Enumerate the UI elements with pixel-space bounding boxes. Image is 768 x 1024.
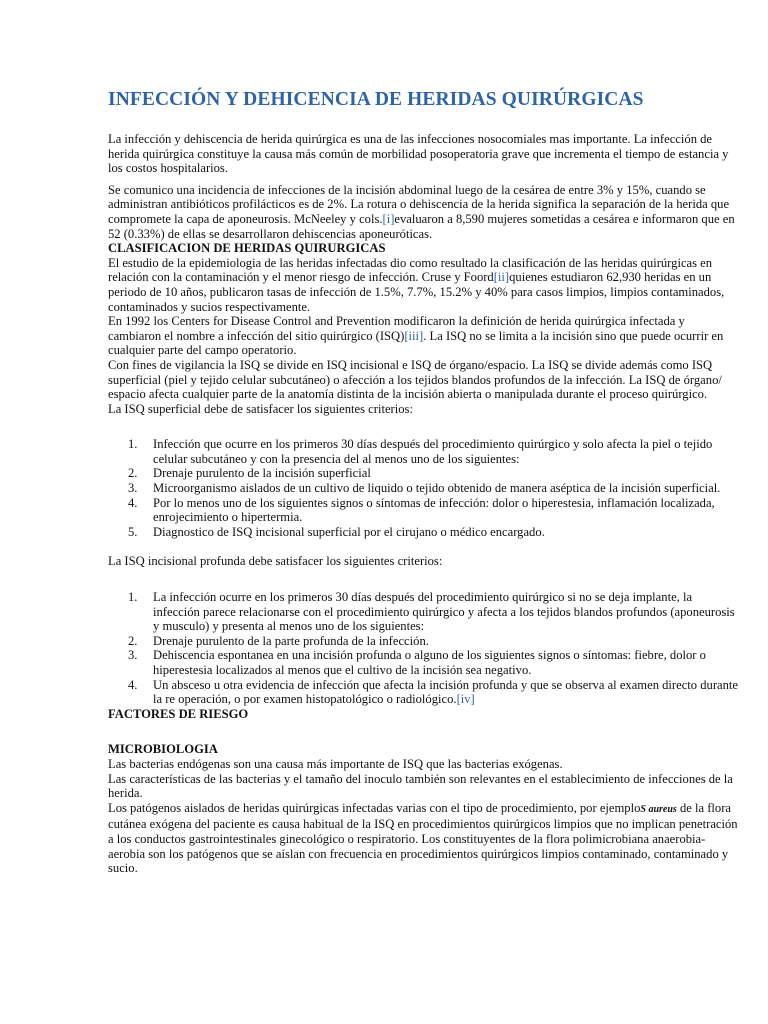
incidence-paragraph bbox=[108, 183, 738, 241]
list-item-text: La infección ocurre en los primeros 30 días después del procedimiento quirúrgico si no se deja implante, la infección parece relacionarse con el procedimiento quirúrgico y afecta a los tejidos blandos profundos (aponeurosis y musculo) y presenta al menos uno de los siguientes: bbox=[153, 590, 735, 634]
inoculum-paragraph: Las características de las bacterias y el tamaño del inoculo también son relevantes en el establecimiento de infecciones de la herida. bbox=[108, 771, 733, 801]
list-item bbox=[108, 525, 738, 540]
list-item-text: Un absceso u otra evidencia de infección que afecta la incisión profunda y que se observa al examen directo durante la re operación, o por examen histopatológico o radiológico. bbox=[153, 677, 739, 707]
list-item-text: Microorganismo aislados de un cultivo de liquido o tejido obtenido de manera aséptica de la incisión superficial. bbox=[153, 481, 721, 496]
list-item-text: Diagnostico de ISQ incisional superficial por el cirujano o médico encargado. bbox=[153, 524, 545, 539]
incidence-text-cont: evaluaron a 8,590 mujeres sometidas a cesárea e informaron que en 52 (0.33%) de ellas se desarrollaron dehiscencias aponeuróticas. bbox=[108, 211, 735, 241]
list-item bbox=[108, 678, 738, 707]
heading-clasificacion: CLASIFICACION DE HERIDAS QUIRURGICAS bbox=[108, 241, 386, 256]
list-item bbox=[108, 648, 738, 677]
list-item-text: Infección que ocurre en los primeros 30 días después del procedimiento quirúrgico y solo afecta la piel o tejido celular subcutáneo y con la presencia del al menos uno de los siguientes: bbox=[153, 437, 713, 466]
cdc-paragraph bbox=[108, 314, 738, 358]
deep-criteria-intro: La ISQ incisional profunda debe satisfacer los siguientes criterios: bbox=[108, 554, 443, 569]
list-item-text: Por lo menos uno de los siguientes signos o síntomas de infección: dolor o hiperestesia, inflamación localizada, enrojecimiento o hipertermia. bbox=[153, 495, 715, 525]
list-item bbox=[108, 634, 738, 649]
list-item bbox=[108, 466, 738, 481]
footnote-link-ii[interactable]: [ii] bbox=[493, 270, 510, 285]
list-item bbox=[108, 481, 738, 496]
epidemiology-text: El estudio de la epidemiologia de las heridas infectadas dio como resultado la clasificación de las heridas quirúrgicas en relación con la contaminación y el menor riesgo de infección. Cruse y Foord bbox=[108, 255, 713, 285]
superficial-criteria-list bbox=[108, 437, 738, 539]
list-item bbox=[108, 496, 738, 525]
vigilance-paragraph: Con fines de vigilancia la ISQ se divide en ISQ incisional e ISQ de órgano/espacio. La ISQ se divide además como ISQ superficial (piel y tejido celular subcutáneo) o afección a los tejidos blandos profundos de la infección. La ISQ de órgano/ espacio afecta cualquier parte de la anatomía distinta de la incisión abierta o manipulada durante el proceso quirúrgico. bbox=[108, 357, 722, 402]
pathogens-paragraph bbox=[108, 801, 738, 876]
list-item-text: Dehiscencia espontanea en una incisión profunda o alguno de los siguientes signos o síntomas: fiebre, dolor o hiperestesia localizados al menos que el cultivo de la incisión sea negativo. bbox=[153, 648, 706, 677]
epidemiology-paragraph bbox=[108, 256, 738, 314]
heading-factores: FACTORES DE RIESGO bbox=[108, 706, 249, 721]
list-number: 2. bbox=[128, 633, 138, 648]
superficial-criteria-intro: La ISQ superficial debe de satisfacer los siguientes criterios: bbox=[108, 401, 413, 416]
deep-criteria-list bbox=[108, 590, 738, 707]
list-item bbox=[108, 437, 738, 466]
cdc-text-cont: . La ISQ no se limita a la incisión sino que puede ocurrir en cualquier parte del campo operatorio. bbox=[108, 328, 724, 358]
list-number: 2. bbox=[128, 466, 138, 481]
intro-paragraph: La infección y dehiscencia de herida quirúrgica es una de las infecciones nosocomiales mas importante. La infección de herida quirúrgica constituye la causa más común de morbilidad posoperatoria grave que incrementa el tiempo de estancia y los costos hospitalarios. bbox=[108, 132, 729, 176]
pathogens-text-cont: de la flora cutánea exógena del paciente es causa habitual de la ISQ en procedimientos quirúrgicos limpios que no implican penetración a los conductos gastrointestinales ginecológico o respiratorio. Los constituyentes de la flora polimicrobiana anaerobia-aerobia son los patógenos que se aíslan con frecuencia en procedimientos quirúrgicos limpios contaminado, contaminado y sucio. bbox=[108, 800, 738, 876]
epidemiology-text-cont: quienes estudiaron 62,930 heridas en un periodo de 10 años, publicaron tasas de infección de 1.5%, 7.7%, 15.2% y 40% para casos limpios, limpios contaminados, contaminados y sucios respectivamente. bbox=[108, 270, 725, 314]
cdc-text: En 1992 los Centers for Disease Control and Prevention modificaron la definición de herida quirúrgica infectada y cambiaron el nombre a infección del sitio quirúrgico (ISQ) bbox=[108, 314, 685, 343]
footnote-link-iv[interactable]: [iv] bbox=[456, 692, 475, 707]
list-item bbox=[108, 590, 738, 634]
page-title: INFECCIÓN Y DEHICENCIA DE HERIDAS QUIRÚRGICAS bbox=[108, 89, 644, 110]
pathogens-text: Los patógenos aislados de heridas quirúrgicas infectadas varias con el tipo de procedimiento, por ejemplo bbox=[108, 800, 641, 815]
footnote-link-iii[interactable]: [iii] bbox=[404, 328, 424, 343]
footnote-link-i[interactable]: [i] bbox=[382, 211, 395, 226]
list-number: 1. bbox=[128, 437, 138, 452]
list-number: 3. bbox=[128, 481, 138, 496]
organism-name: S aureus bbox=[640, 803, 677, 815]
heading-microbiologia: MICROBIOLOGIA bbox=[108, 742, 218, 757]
list-item-text: Drenaje purulento de la parte profunda de la infección. bbox=[153, 633, 429, 648]
list-item-text: Drenaje purulento de la incisión superficial bbox=[153, 466, 371, 481]
list-number: 4. bbox=[128, 677, 138, 692]
list-number: 3. bbox=[128, 648, 138, 663]
incidence-text: Se comunico una incidencia de infecciones de la incisión abdominal luego de la cesárea de entre 3% y 15%, cuando se administran antibióticos profilácticos es de 2%. La rotura o dehiscencia de la herida significa la separación de la herida que compromete la capa de aponeurosis. McNeeley y cols. bbox=[108, 182, 730, 226]
list-number: 5. bbox=[128, 524, 138, 539]
bacteria-paragraph: Las bacterias endógenas son una causa más importante de ISQ que las bacterias exógenas. bbox=[108, 756, 563, 771]
list-number: 4. bbox=[128, 495, 138, 510]
list-number: 1. bbox=[128, 590, 138, 605]
